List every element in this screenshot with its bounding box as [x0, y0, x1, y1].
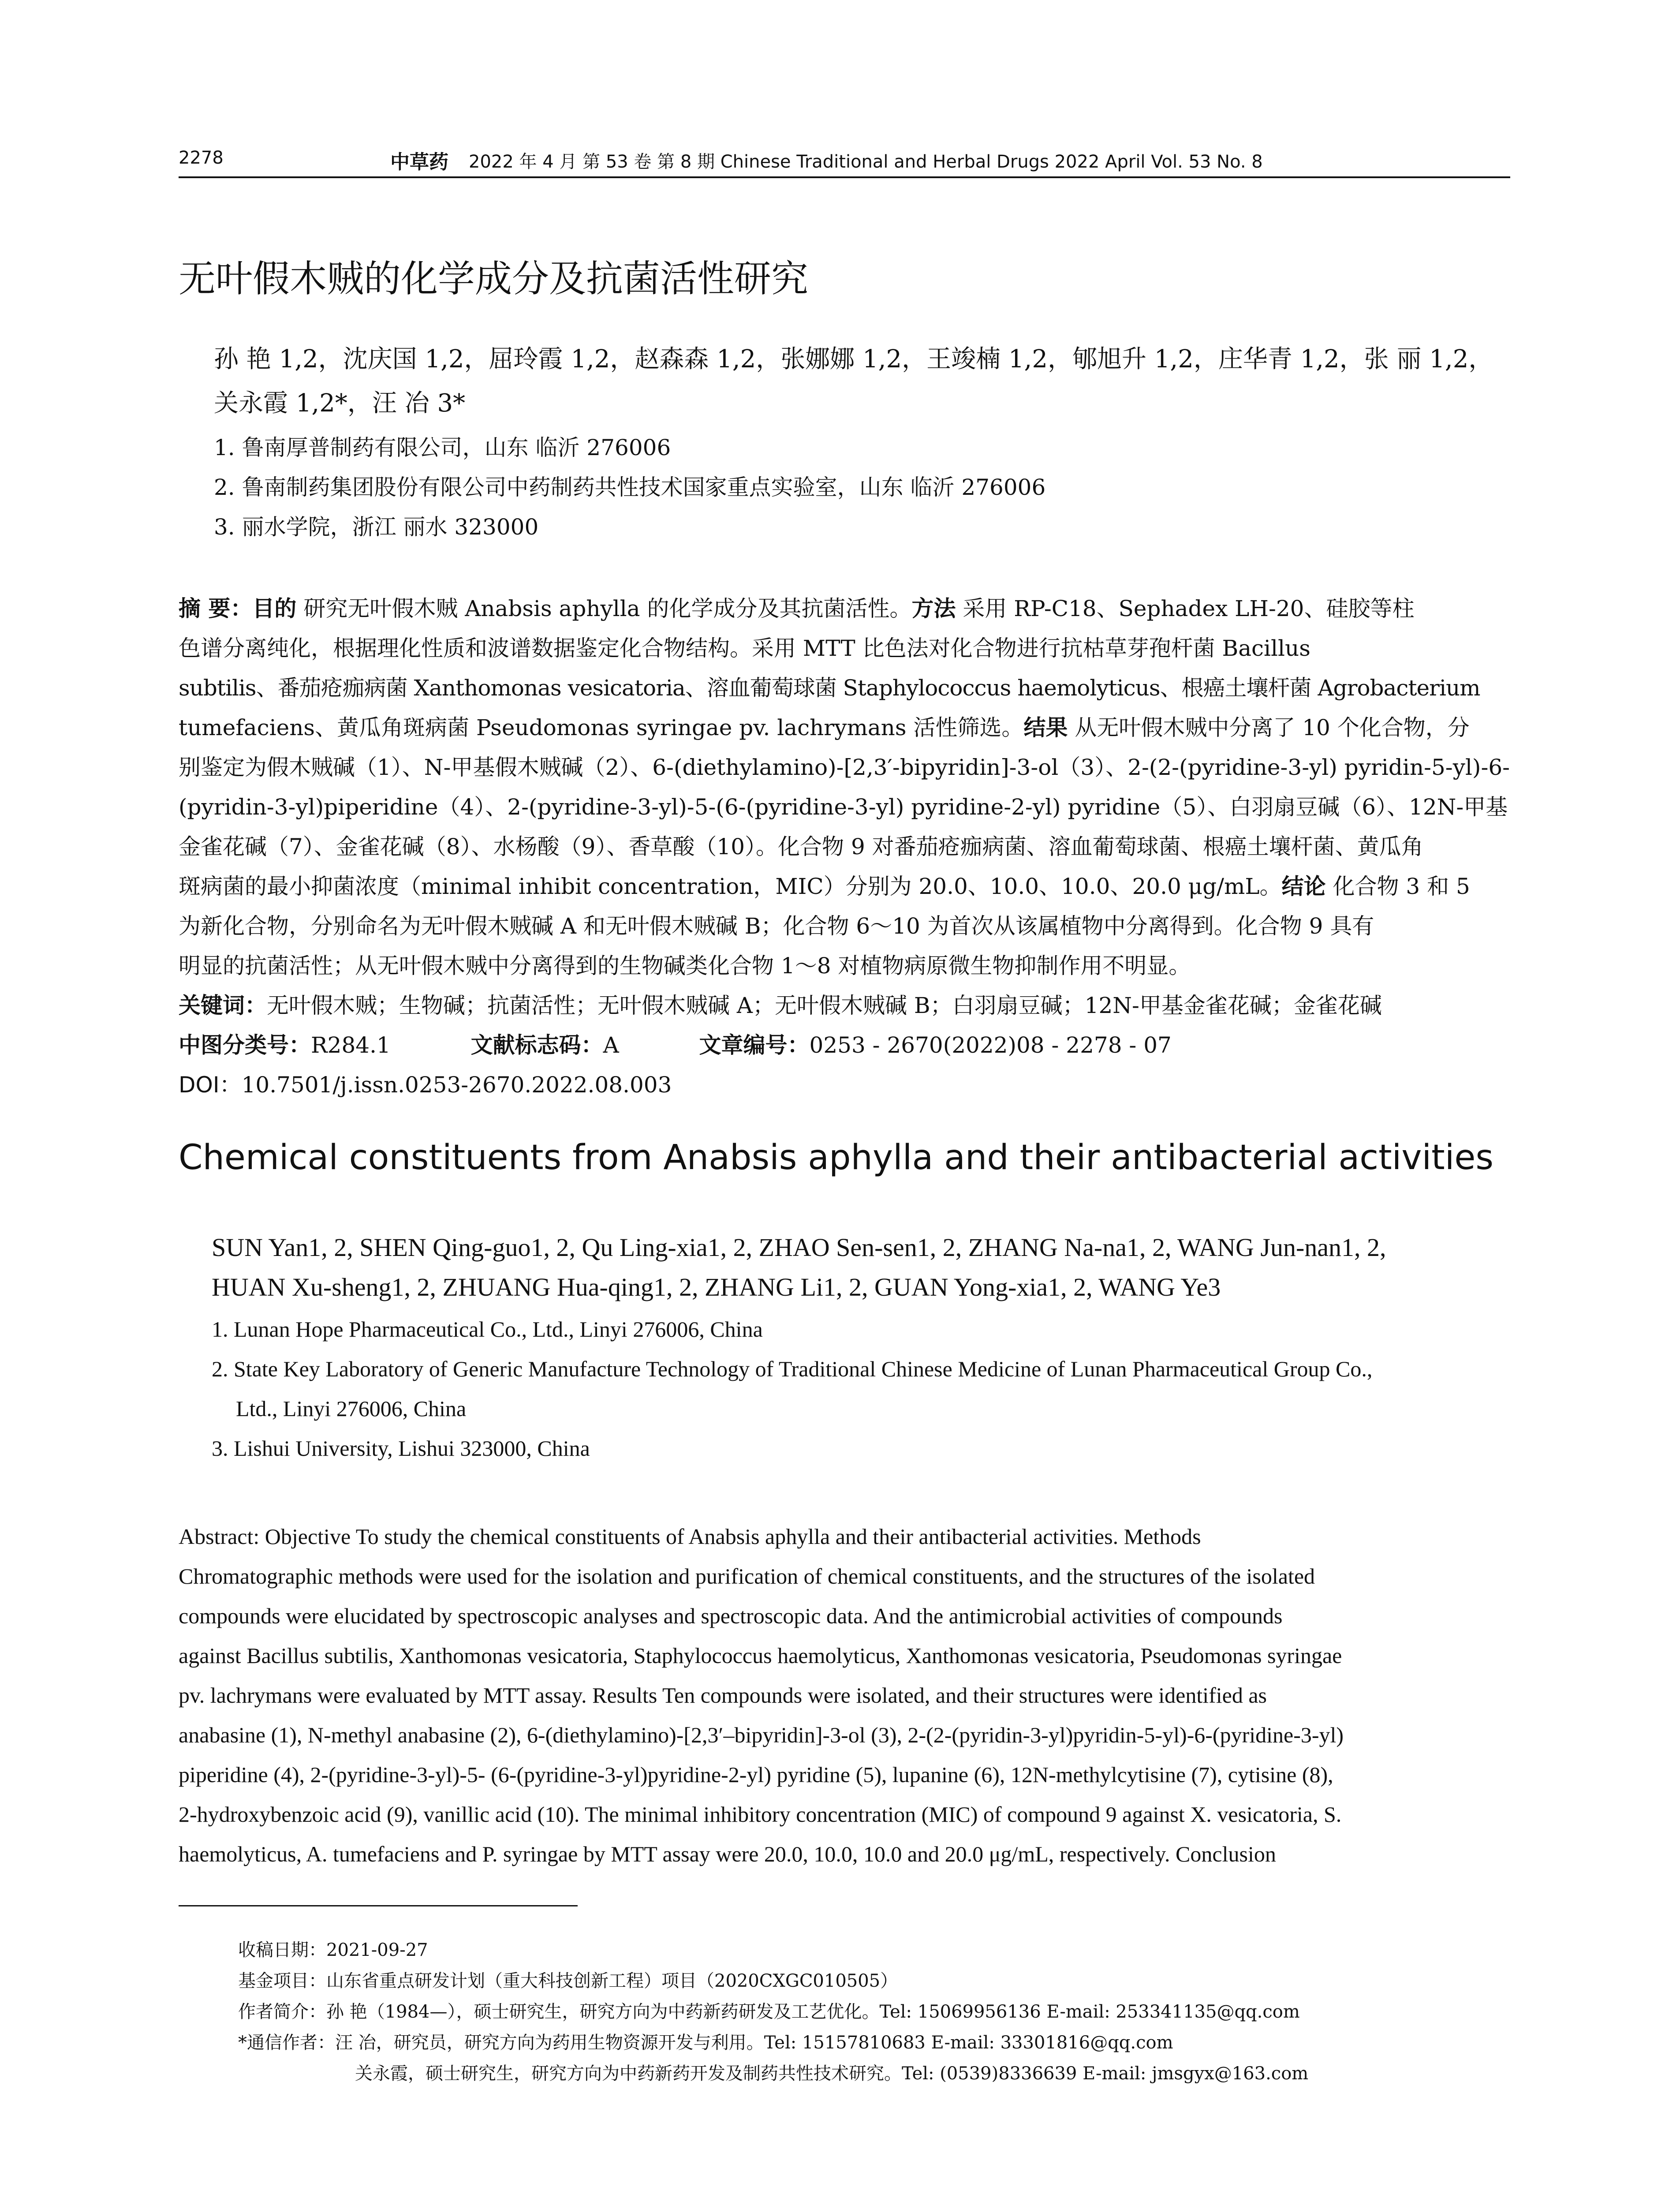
- abstract-en-line: against Bacillus subtilis, Xanthomonas vesicatoria, Staphylococcus haemolyticus, Xanthomonas vesicatoria, Pseudomonas syringae: [179, 1643, 1342, 1668]
- abstract-cn-text: 化合物 3 和 5: [1325, 874, 1470, 899]
- title-en: Chemical constituents from Anabsis aphylla and their antibacterial activities: [179, 1138, 1494, 1177]
- abstract-cn-line: 色谱分离纯化，根据理化性质和波谱数据鉴定化合物结构。采用 MTT 比色法对化合物进行抗枯草芽孢杆菌 Bacillus: [179, 635, 1310, 661]
- abstract-cn-line: [179, 591, 1510, 623]
- authors-cn-line: 孙 艳 1,2，沈庆国 1,2，屈玲霞 1,2，赵森森 1,2，张娜娜 1,2，王竣楠 1,2，郇旭升 1,2，庄华青 1,2，张 丽 1,2，: [214, 345, 1493, 374]
- abstract-cn-text: 斑病菌的最小抑菌浓度（minimal inhibit concentration，MIC）分别为 20.0、10.0、10.0、20.0 μg/mL。: [179, 874, 1282, 899]
- clc-value: R284.1: [311, 1032, 391, 1058]
- abstract-en-line: haemolyticus, A. tumefaciens and P. syringae by MTT assay were 20.0, 10.0, 10.0 and 20.0 μg/mL, respectively. Conclusion: [179, 1842, 1276, 1866]
- footnote-author-bio: 作者简介：孙 艳（1984—），硕士研究生，研究方向为中药新药研发及工艺优化。Tel: 15069956136 E-mail: 253341135@qq.com: [238, 2002, 1300, 2022]
- abstract-cn-text: 从无叶假木贼中分离了 10 个化合物，分: [1068, 715, 1470, 740]
- authors-en-line: HUAN Xu-sheng1, 2, ZHUANG Hua-qing1, 2, ZHANG Li1, 2, GUAN Yong-xia1, 2, WANG Ye3: [212, 1273, 1221, 1301]
- authors-en-line: SUN Yan1, 2, SHEN Qing-guo1, 2, Qu Ling-xia1, 2, ZHAO Sen-sen1, 2, ZHANG Na-na1, 2, WANG Jun-nan1, 2,: [212, 1233, 1386, 1262]
- title-cn: 无叶假木贼的化学成分及抗菌活性研究: [179, 257, 809, 300]
- keywords-cn: [179, 988, 1510, 1020]
- affiliation-en: 3. Lishui University, Lishui 323000, China: [212, 1436, 590, 1461]
- classification-line: [179, 1028, 1510, 1059]
- abstract-cn-line: 为新化合物，分别命名为无叶假木贼碱 A 和无叶假木贼碱 B；化合物 6～10 为首次从该属植物中分离得到。化合物 9 具有: [179, 913, 1374, 939]
- abstract-cn-line: [179, 710, 1510, 742]
- abstract-en-line: compounds were elucidated by spectroscopic analyses and spectroscopic data. And the antimicrobial activities of compounds: [179, 1603, 1283, 1628]
- affiliation-cn: 3. 丽水学院，浙江 丽水 323000: [214, 514, 539, 540]
- issue-info: 2022 年 4 月 第 53 卷 第 8 期 Chinese Traditional and Herbal Drugs 2022 April Vol. 53 No. 8: [469, 152, 1263, 172]
- doi-label: DOI：: [179, 1072, 242, 1098]
- conclusion-cn-label: 结论: [1281, 874, 1326, 899]
- abstract-en-line: pv. lachrymans were evaluated by MTT assay. Results Ten compounds were isolated, and their structures were identified as: [179, 1683, 1267, 1708]
- doi-line: [179, 1067, 1510, 1099]
- abstract-cn-label: 摘 要：目的: [179, 596, 297, 621]
- journal-brand: 中草药: [390, 151, 448, 173]
- footnote-corresponding-2: 关永霞，硕士研究生，研究方向为中药新药开发及制药共性技术研究。Tel: (0539)8336639 E-mail: jmsgyx@163.com: [355, 2063, 1309, 2084]
- footnote-rule: [179, 1905, 578, 1906]
- doc-code-label: 文献标志码：: [470, 1032, 603, 1058]
- doi-value: 10.7501/j.issn.0253-2670.2022.08.003: [241, 1072, 672, 1098]
- abstract-cn-text: tumefaciens、黄瓜角斑病菌 Pseudomonas syringae pv. lachrymans 活性筛选。: [179, 715, 1024, 740]
- article-no-label: 文章编号：: [699, 1032, 810, 1058]
- methods-cn-label: 方法: [911, 596, 956, 621]
- abstract-cn-line: subtilis、番茄疮痂病菌 Xanthomonas vesicatoria、溶血葡萄球菌 Staphylococcus haemolyticus、根癌土壤杆菌 Agrobacterium: [179, 675, 1480, 701]
- affiliation-cn: 2. 鲁南制药集团股份有限公司中药制药共性技术国家重点实验室，山东 临沂 276006: [214, 475, 1046, 500]
- abstract-en-line: 2-hydroxybenzoic acid (9), vanillic acid (10). The minimal inhibitory concentration (MIC) of compound 9 against X. vesicatoria, S.: [179, 1802, 1342, 1827]
- abstract-en-line: piperidine (4), 2-(pyridine-3-yl)-5- (6-(pyridine-3-yl)pyridine-2-yl) pyridine (5), lupanine (6), 12N-methylcytisine (7), cytisine (8),: [179, 1762, 1333, 1787]
- footnote-funding: 基金项目：山东省重点研发计划（重大科技创新工程）项目（2020CXGC010505）: [238, 1971, 898, 1991]
- abstract-cn-line: (pyridin-3-yl)piperidine（4）、2-(pyridine-3-yl)-5-(6-(pyridine-3-yl) pyridine-2-yl) pyridine（5）、白羽扇豆碱（6）、12N-甲基: [179, 794, 1508, 820]
- abstract-cn-line: 别鉴定为假木贼碱（1）、N-甲基假木贼碱（2）、6-(diethylamino)-[2,3′-bipyridin]-3-ol（3）、2-(2-(pyridine-3-yl) pyridin-5-yl)-6-: [179, 755, 1510, 780]
- footnote-received: 收稿日期：2021-09-27: [238, 1940, 428, 1960]
- article-no-value: 0253 - 2670(2022)08 - 2278 - 07: [809, 1032, 1172, 1058]
- abstract-cn-line: [179, 869, 1510, 901]
- abstract-cn-text: 研究无叶假木贼 Anabsis aphylla 的化学成分及其抗菌活性。: [296, 596, 912, 621]
- abstract-en-line: Chromatographic methods were used for the isolation and purification of chemical constituents, and the structures of the isolated: [179, 1564, 1315, 1588]
- keywords-label: 关键词：: [179, 993, 267, 1018]
- abstract-en-line: anabasine (1), N-methyl anabasine (2), 6-(diethylamino)-[2,3′–bipyridin]-3-ol (3), 2-(2-(pyridin-3-yl)pyridin-5-yl)-6-(pyridine-3-yl): [179, 1723, 1344, 1747]
- header-rule: [179, 176, 1510, 178]
- page-number: 2278: [179, 148, 224, 168]
- affiliation-en: Ltd., Linyi 276006, China: [236, 1396, 467, 1421]
- abstract-cn-line: 金雀花碱（7）、金雀花碱（8）、水杨酸（9）、香草酸（10）。化合物 9 对番茄疮痂病菌、溶血葡萄球菌、根癌土壤杆菌、黄瓜角: [179, 834, 1423, 860]
- authors-cn-line: 关永霞 1,2*，汪 冶 3*: [214, 389, 466, 418]
- footnote-corresponding: *通信作者：汪 冶，研究员，研究方向为药用生物资源开发与利用。Tel: 15157810683 E-mail: 33301816@qq.com: [238, 2033, 1173, 2053]
- results-cn-label: 结果: [1023, 715, 1068, 740]
- affiliation-cn: 1. 鲁南厚普制药有限公司，山东 临沂 276006: [214, 435, 671, 460]
- keywords-text: 无叶假木贼；生物碱；抗菌活性；无叶假木贼碱 A；无叶假木贼碱 B；白羽扇豆碱；12N-甲基金雀花碱；金雀花碱: [267, 993, 1382, 1018]
- clc-label: 中图分类号：: [179, 1032, 311, 1058]
- affiliation-en: 1. Lunan Hope Pharmaceutical Co., Ltd., Linyi 276006, China: [212, 1317, 763, 1342]
- affiliation-en: 2. State Key Laboratory of Generic Manufacture Technology of Traditional Chinese Medicine of Lunan Pharmaceutical Group Co.,: [212, 1357, 1373, 1381]
- doc-code-value: A: [603, 1032, 619, 1058]
- abstract-cn-text: 采用 RP-C18、Sephadex LH-20、硅胶等柱: [956, 596, 1415, 621]
- abstract-en-line: Abstract: Objective To study the chemical constituents of Anabsis aphylla and their antibacterial activities. Methods: [179, 1524, 1201, 1549]
- abstract-cn-line: 明显的抗菌活性；从无叶假木贼中分离得到的生物碱类化合物 1～8 对植物病原微生物抑制作用不明显。: [179, 953, 1191, 979]
